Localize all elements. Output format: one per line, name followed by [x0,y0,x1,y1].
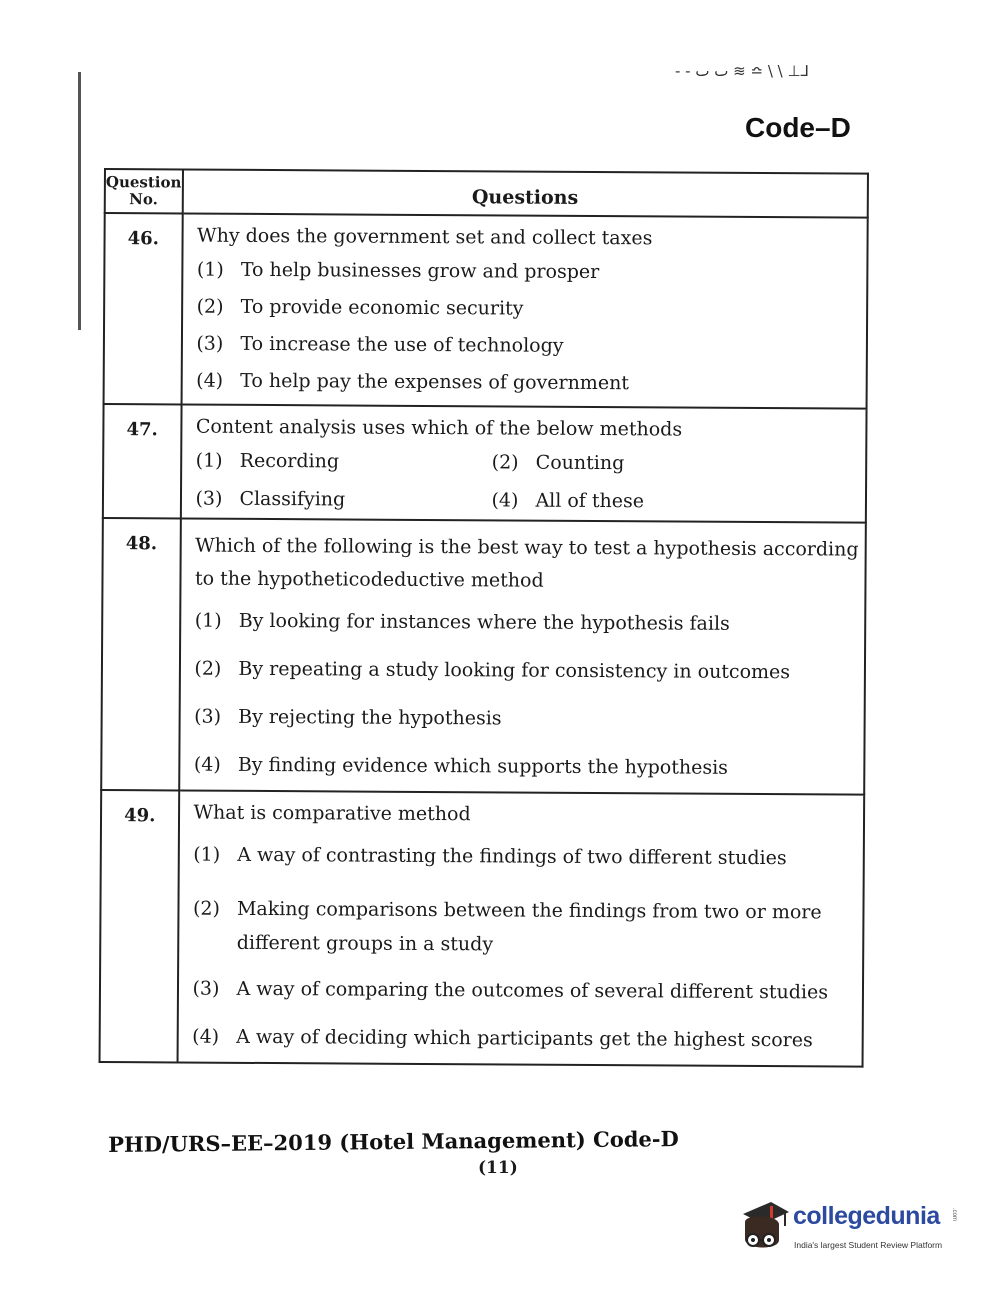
option [193,844,863,870]
option-number: (4) [193,753,221,776]
option-text: A way of deciding which participants get the highest scores [236,1025,813,1052]
question-number: 49. [100,790,179,1062]
question-number: 47. [103,404,181,518]
page-number: (11) [478,1158,518,1178]
handwritten-marks: - - ٮ ٮ ≋ ≏ \ \ ⊥⅃ [675,62,809,80]
option [196,370,866,396]
option [194,706,864,732]
question-stem: What is comparative method [193,801,471,826]
question-row [103,404,867,523]
option-text: Recording [239,449,340,473]
option [192,978,862,1004]
option-text: By repeating a study looking for consistency in outcomes [238,657,791,684]
question-stem: Why does the government set and collect taxes [197,224,653,250]
option [193,892,863,964]
option-text: By rejecting the hypothesis [238,705,502,730]
option-number: (2) [192,897,220,920]
option-number: (4) [196,369,224,392]
options-grid [195,450,865,514]
mascot-icon [737,1200,791,1258]
brand-dotcom: .com [951,1208,957,1222]
option-number: (3) [194,705,222,728]
option-number: (1) [193,843,221,866]
option-text: Counting [535,451,625,475]
question-row [100,790,865,1067]
option-text: To provide economic security [240,295,524,320]
questions-header: Questions [182,169,868,217]
question-number: 48. [101,518,180,790]
option-number: (2) [194,657,222,680]
option [194,754,864,780]
option [195,610,865,636]
option-text: A way of comparing the outcomes of several different studies [236,977,829,1004]
question-row [101,518,866,795]
option [195,488,491,512]
option [196,333,866,359]
questions-table [99,168,869,1068]
option-text: A way of contrasting the findings of two different studies [237,843,787,870]
option-text: By finding evidence which supports the hypothesis [237,753,729,779]
option [194,658,864,684]
option-text: All of these [535,489,645,513]
brand-name: collegedunia [793,1202,940,1230]
option-number: (3) [196,332,224,355]
option-text: To increase the use of technology [240,332,564,357]
collegedunia-logo [737,1200,962,1260]
exam-footer: PHD/URS–EE–2019 (Hotel Management) Code-D [108,1126,679,1157]
option [491,489,865,513]
binding-line [78,72,81,330]
option [197,296,867,322]
question-stem: Content analysis uses which of the below methods [195,415,683,441]
option-number: (1) [194,609,222,632]
option [197,259,867,285]
question-body [177,790,864,1066]
question-no-header: Question No. [105,169,183,213]
question-number: 46. [104,213,183,404]
option-text: Making comparisons between the findings from two or more different groups in a study [236,897,822,956]
option-text: Classifying [239,487,346,511]
question-stem: Which of the following is the best way to test a hypothesis according to the hypotheticodeductive method [194,534,859,592]
option-text: To help businesses grow and prosper [240,258,600,284]
option-number: (4) [192,1025,220,1048]
option-text: To help pay the expenses of government [240,369,630,395]
option [196,450,492,474]
option-number: (2) [196,295,224,318]
option-number: (3) [195,487,223,510]
option-number: (1) [196,258,224,281]
paper-code: Code–D [745,112,851,143]
question-row [104,213,868,409]
option-number: (1) [195,449,223,472]
table-header-row [105,169,868,218]
option-number: (4) [491,489,519,512]
option-number: (2) [491,451,519,474]
option [492,451,866,475]
option-text: By looking for instances where the hypothesis fails [238,609,730,635]
question-body [181,213,868,408]
question-body [180,404,866,522]
brand-tagline: India's largest Student Review Platform [794,1240,943,1250]
question-body [179,518,866,794]
option [192,1026,862,1052]
option-number: (3) [192,977,220,1000]
